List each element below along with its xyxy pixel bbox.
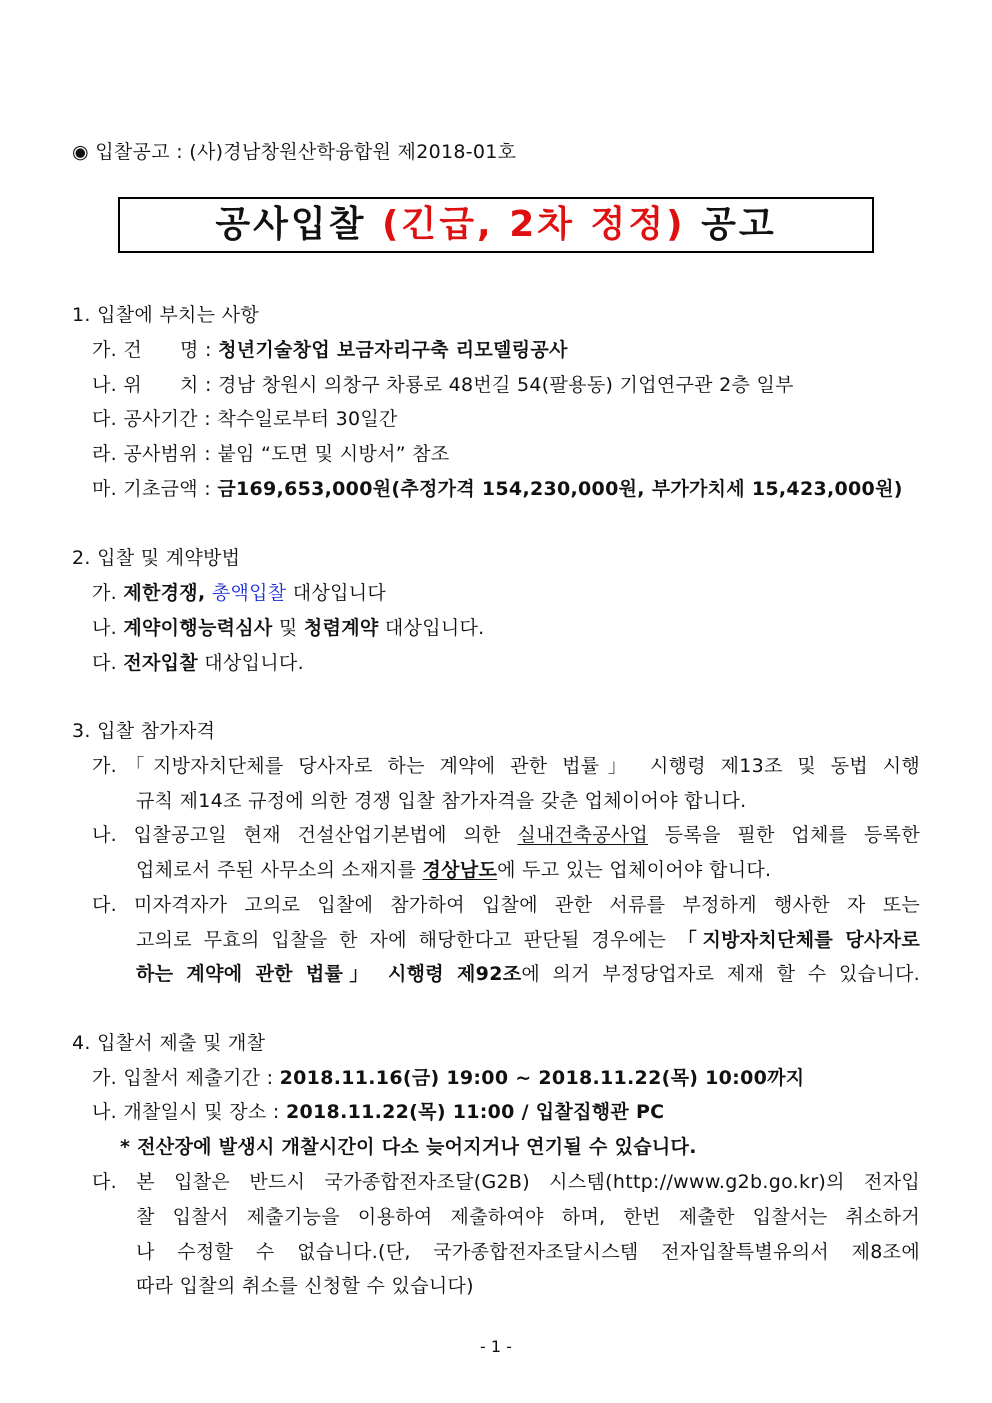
s4-item-c-line4: 따라 입찰의 취소를 신청할 수 있습니다) bbox=[136, 1275, 474, 1297]
s3-item-b-line1 bbox=[92, 822, 920, 848]
s1-item-base-amount bbox=[92, 476, 903, 502]
s4-item-a bbox=[92, 1065, 804, 1091]
s1-base-amount-label: 마. 기초금액 : bbox=[92, 478, 218, 500]
s2-item-b bbox=[92, 615, 485, 641]
s4-item-c-line1: 다. 본 입찰은 반드시 국가종합전자조달(G2B) 시스템(http://www.g2b.go.kr)의 전자입 bbox=[92, 1171, 920, 1193]
s4-a-value: 2018.11.16(금) 19:00 ~ 2018.11.22(목) 10:00까지 bbox=[279, 1067, 805, 1089]
bullet-icon: ◉ bbox=[72, 141, 89, 163]
title-part1: 공사입찰 bbox=[215, 204, 382, 245]
s1-base-amount-value: 금169,653,000원(추정가격 154,230,000원, 부가가치세 15,423,000원) bbox=[217, 478, 903, 500]
s2-b-bold1: 계약이행능력심사 bbox=[123, 617, 273, 639]
s3-b2-post: 에 두고 있는 업체이어야 합니다. bbox=[497, 859, 772, 881]
title-part3: 공고 bbox=[685, 204, 777, 245]
s2-item-c bbox=[92, 650, 304, 676]
section-3-heading: 3. 입찰 참가자격 bbox=[72, 720, 216, 742]
s2-b-bold2: 청렴계약 bbox=[303, 617, 379, 639]
s4-item-c-line2: 찰 입찰서 제출기능을 이용하여 제출하여야 하며, 한번 제출한 입찰서는 취소하거 bbox=[136, 1206, 920, 1228]
section-2-heading: 2. 입찰 및 계약방법 bbox=[72, 547, 241, 569]
s3-item-a-line1: 가.「지방자치단체를 당사자로 하는 계약에 관한 법률」 시행령 제13조 및 동법 시행 bbox=[92, 755, 920, 777]
s2-c-rest: 대상입니다. bbox=[197, 652, 304, 674]
announcement-header bbox=[72, 139, 516, 165]
s1-item-name bbox=[92, 337, 568, 363]
s3-item-a-line2: 규칙 제14조 규정에 의한 경쟁 입찰 참가자격을 갖춘 업체이어야 합니다. bbox=[136, 790, 747, 812]
s2-c-prefix: 다. bbox=[92, 652, 124, 674]
s2-a-prefix: 가. bbox=[92, 582, 124, 604]
s2-b-rest: 대상입니다. bbox=[378, 617, 485, 639]
s2-a-blue: 총액입찰 bbox=[211, 582, 287, 604]
s4-note: * 전산장에 발생시 개찰시간이 다소 늦어지거나 연기될 수 있습니다. bbox=[120, 1136, 697, 1158]
s1-item-location: 나. 위 치 : 경남 창원시 의창구 차룡로 48번길 54(팔용동) 기업연구관 2층 일부 bbox=[92, 374, 794, 396]
s3-c3-bold: 하는 계약에 관한 법률」 시행령 제92조 bbox=[136, 963, 522, 985]
s1-item-name-label: 가. 건 명 : bbox=[92, 339, 219, 361]
page-number: - 1 - bbox=[480, 1337, 512, 1356]
s3-b1-post: 등록을 필한 업체를 등록한 bbox=[648, 824, 920, 846]
page-title bbox=[118, 197, 874, 253]
s2-a-bold: 제한경쟁, bbox=[123, 582, 206, 604]
announcement-number: 제2018-01호 bbox=[397, 141, 517, 163]
s3-b2-bold: 경상남도 bbox=[422, 859, 498, 881]
s4-b-value: 2018.11.22(목) 11:00 / 입찰집행관 PC bbox=[285, 1101, 665, 1123]
s3-b1-underlined: 실내건축공사업 bbox=[517, 824, 649, 846]
s1-item-name-value: 청년기술창업 보금자리구축 리모델링공사 bbox=[218, 339, 568, 361]
s4-b-label: 나. 개찰일시 및 장소 : bbox=[92, 1101, 286, 1123]
s4-item-c-line3: 나 수정할 수 없습니다.(단, 국가종합전자조달시스템 전자입찰특별유의서 제8조에 bbox=[136, 1241, 920, 1263]
s3-item-c-line1: 다. 미자격자가 고의로 입찰에 참가하여 입찰에 관한 서류를 부정하게 행사한 자 또는 bbox=[92, 894, 920, 916]
title-emphasis: (긴급, 2차 정정) bbox=[381, 204, 686, 245]
s3-b2-pre: 업체로서 주된 사무소의 소재지를 bbox=[136, 859, 423, 881]
s3-b1-pre: 나. 입찰공고일 현재 건설산업기본법에 의한 bbox=[92, 824, 518, 846]
s2-c-bold: 전자입찰 bbox=[123, 652, 198, 674]
s2-b-mid: 및 bbox=[272, 617, 304, 639]
s1-item-scope: 라. 공사범위 : 붙임 “도면 및 시방서” 참조 bbox=[92, 443, 450, 465]
s3-c3-post: 에 의거 부정당업자로 제재 할 수 있습니다. bbox=[521, 963, 920, 985]
s2-a-rest: 대상입니다 bbox=[286, 582, 387, 604]
s3-item-c-line3 bbox=[136, 961, 920, 987]
s3-c2-pre: 고의로 무효의 입찰을 한 자에 해당한다고 판단될 경우에는 bbox=[136, 929, 678, 951]
s3-item-b-line2 bbox=[136, 857, 771, 883]
s3-c2-bold: 「지방자치단체를 당사자로 bbox=[677, 929, 920, 951]
header-text: 입찰공고 : (사)경남창원산학융합원 bbox=[95, 141, 398, 163]
s1-item-period: 다. 공사기간 : 착수일로부터 30일간 bbox=[92, 408, 398, 430]
s2-b-prefix: 나. bbox=[92, 617, 124, 639]
section-1-heading: 1. 입찰에 부치는 사항 bbox=[72, 304, 259, 326]
s4-a-label: 가. 입찰서 제출기간 : bbox=[92, 1067, 280, 1089]
s4-item-b bbox=[92, 1099, 664, 1125]
section-4-heading: 4. 입찰서 제출 및 개찰 bbox=[72, 1032, 266, 1054]
s2-item-a bbox=[92, 580, 386, 606]
s3-item-c-line2 bbox=[136, 927, 920, 953]
